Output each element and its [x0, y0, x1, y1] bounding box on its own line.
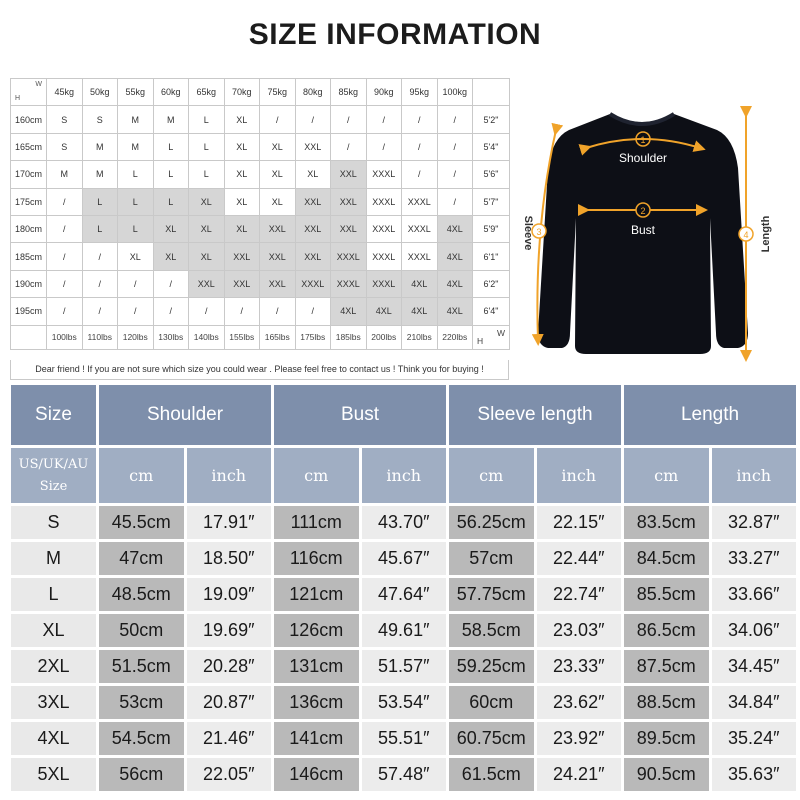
- shoulder-number: 1: [640, 135, 646, 145]
- inch-value: 20.87″: [187, 686, 272, 719]
- size-cell: /: [260, 298, 296, 325]
- height-label: 190cm: [11, 270, 47, 297]
- feet-label: 5'2": [473, 106, 510, 133]
- size-cell: L: [153, 161, 189, 188]
- size-cell: 4XL: [437, 270, 473, 297]
- unit-cell: cm: [624, 448, 709, 503]
- inch-value: 49.61″: [362, 614, 447, 647]
- size-cell: XL: [189, 188, 225, 215]
- page-title: SIZE INFORMATION: [248, 18, 542, 51]
- lbs-label: 155lbs: [224, 325, 260, 349]
- chart-row: [11, 298, 510, 325]
- height-label: 160cm: [11, 106, 47, 133]
- size-label: 2XL: [11, 650, 96, 683]
- size-cell: S: [82, 106, 118, 133]
- size-label: XL: [11, 614, 96, 647]
- size-cell: /: [295, 106, 331, 133]
- size-cell: /: [82, 243, 118, 270]
- size-cell: S: [47, 133, 83, 160]
- inch-value: 23.92″: [537, 722, 622, 755]
- weight-header: 90kg: [366, 79, 402, 106]
- size-cell: /: [47, 188, 83, 215]
- sweater-illustration: [512, 78, 786, 380]
- inch-value: 51.57″: [362, 650, 447, 683]
- inch-value: 45.67″: [362, 542, 447, 575]
- size-cell: /: [47, 215, 83, 242]
- weight-header: 70kg: [224, 79, 260, 106]
- size-cell: XXXL: [331, 270, 367, 297]
- size-cell: XL: [189, 215, 225, 242]
- size-label: 5XL: [11, 758, 96, 791]
- lbs-label: 110lbs: [82, 325, 118, 349]
- inch-value: 43.70″: [362, 506, 447, 539]
- size-cell: /: [260, 106, 296, 133]
- size-cell: /: [366, 106, 402, 133]
- cm-value: 116cm: [274, 542, 359, 575]
- chart-row: [11, 161, 510, 188]
- inch-value: 23.03″: [537, 614, 622, 647]
- size-cell: XXL: [224, 270, 260, 297]
- size-cell: XXL: [331, 215, 367, 242]
- size-cell: /: [402, 161, 438, 188]
- lbs-label: 210lbs: [402, 325, 438, 349]
- size-cell: XXXL: [366, 188, 402, 215]
- size-label: 3XL: [11, 686, 96, 719]
- size-cell: XL: [153, 215, 189, 242]
- lbs-label: 130lbs: [153, 325, 189, 349]
- size-cell: XL: [260, 133, 296, 160]
- cm-value: 61.5cm: [449, 758, 534, 791]
- inch-value: 22.44″: [537, 542, 622, 575]
- size-cell: /: [47, 243, 83, 270]
- size-cell: 4XL: [437, 298, 473, 325]
- size-cell: /: [224, 298, 260, 325]
- feet-label: 6'1": [473, 243, 510, 270]
- corner-w: W: [35, 81, 42, 88]
- weight-header: 85kg: [331, 79, 367, 106]
- size-cell: XL: [224, 215, 260, 242]
- weight-header: 95kg: [402, 79, 438, 106]
- size-cell: XXXL: [366, 270, 402, 297]
- size-cell: L: [82, 215, 118, 242]
- size-cell: L: [118, 188, 154, 215]
- chart-corner-2: [473, 325, 510, 349]
- size-row: [11, 578, 796, 611]
- size-cell: /: [47, 270, 83, 297]
- cm-value: 45.5cm: [99, 506, 184, 539]
- inch-value: 20.28″: [187, 650, 272, 683]
- size-cell: L: [189, 106, 225, 133]
- lbs-label: 220lbs: [437, 325, 473, 349]
- size-cell: L: [189, 161, 225, 188]
- lbs-label: 140lbs: [189, 325, 225, 349]
- sweater-figure: [512, 78, 786, 380]
- cm-value: 50cm: [99, 614, 184, 647]
- size-cell: XL: [224, 161, 260, 188]
- size-cell: XXXL: [295, 270, 331, 297]
- inch-value: 34.84″: [712, 686, 797, 719]
- size-cell: XXL: [189, 270, 225, 297]
- chart-row: [11, 133, 510, 160]
- cm-value: 141cm: [274, 722, 359, 755]
- size-cell: M: [153, 106, 189, 133]
- sleeve-number: 3: [536, 227, 542, 237]
- size-cell: /: [82, 270, 118, 297]
- size-cell: XXXL: [402, 243, 438, 270]
- size-label: L: [11, 578, 96, 611]
- cm-value: 83.5cm: [624, 506, 709, 539]
- size-row: [11, 506, 796, 539]
- size-cell: /: [82, 298, 118, 325]
- weight-header: 45kg: [47, 79, 83, 106]
- size-cell: L: [189, 133, 225, 160]
- size-cell: M: [118, 106, 154, 133]
- size-system-line2: Size: [39, 478, 68, 494]
- cm-value: 60.75cm: [449, 722, 534, 755]
- size-cell: XXL: [260, 270, 296, 297]
- chart-row: [11, 243, 510, 270]
- unit-header-row: [11, 448, 796, 503]
- size-cell: /: [189, 298, 225, 325]
- size-system-line1: US/UK/AU: [18, 456, 89, 472]
- corner2-w: W: [496, 327, 505, 338]
- size-cell: XXXL: [366, 161, 402, 188]
- weight-header: 80kg: [295, 79, 331, 106]
- height-label: 195cm: [11, 298, 47, 325]
- size-cell: /: [402, 133, 438, 160]
- size-cell: /: [153, 298, 189, 325]
- header-sleeve-length: Sleeve length: [449, 385, 621, 445]
- size-cell: L: [118, 161, 154, 188]
- size-cell: S: [47, 106, 83, 133]
- bust-label: Bust: [630, 223, 656, 237]
- cm-value: 53cm: [99, 686, 184, 719]
- bust-number: 2: [640, 206, 646, 216]
- weight-header-row: [11, 79, 510, 106]
- inch-value: 53.54″: [362, 686, 447, 719]
- inch-value: 57.48″: [362, 758, 447, 791]
- size-cell: /: [118, 270, 154, 297]
- size-cell: XXXL: [366, 215, 402, 242]
- size-cell: M: [47, 161, 83, 188]
- size-cell: XL: [224, 133, 260, 160]
- inch-value: 22.15″: [537, 506, 622, 539]
- inch-value: 34.06″: [712, 614, 797, 647]
- cm-value: 85.5cm: [624, 578, 709, 611]
- size-cell: L: [153, 133, 189, 160]
- inch-value: 22.74″: [537, 578, 622, 611]
- inch-value: 33.27″: [712, 542, 797, 575]
- size-cell: XXL: [295, 133, 331, 160]
- size-row: [11, 686, 796, 719]
- corner2-h: H: [477, 335, 484, 346]
- size-cell: /: [437, 188, 473, 215]
- size-label: M: [11, 542, 96, 575]
- size-cell: XL: [224, 188, 260, 215]
- contact-note: Dear friend ! If you are not sure which size you could wear . Please feel free to contact us ! Think you for buying !: [10, 360, 509, 380]
- weight-header: 100kg: [437, 79, 473, 106]
- cm-value: 57.75cm: [449, 578, 534, 611]
- unit-cell: inch: [712, 448, 797, 503]
- size-row: [11, 722, 796, 755]
- size-cell: /: [437, 106, 473, 133]
- chart-row: [11, 188, 510, 215]
- cm-value: 60cm: [449, 686, 534, 719]
- size-cell: L: [153, 188, 189, 215]
- cm-value: 47cm: [99, 542, 184, 575]
- unit-cell: inch: [362, 448, 447, 503]
- cm-value: 88.5cm: [624, 686, 709, 719]
- unit-cell: inch: [187, 448, 272, 503]
- lbs-label: 100lbs: [47, 325, 83, 349]
- height-label: 180cm: [11, 215, 47, 242]
- cm-value: 54.5cm: [99, 722, 184, 755]
- size-cell: XL: [295, 161, 331, 188]
- weight-header: 50kg: [82, 79, 118, 106]
- unit-cell: cm: [449, 448, 534, 503]
- size-cell: XL: [153, 243, 189, 270]
- size-row: [11, 650, 796, 683]
- cm-value: 87.5cm: [624, 650, 709, 683]
- inch-value: 47.64″: [362, 578, 447, 611]
- cm-value: 84.5cm: [624, 542, 709, 575]
- inch-value: 33.66″: [712, 578, 797, 611]
- size-cell: 4XL: [402, 298, 438, 325]
- size-cell: XXXL: [366, 243, 402, 270]
- cm-value: 48.5cm: [99, 578, 184, 611]
- inch-value: 32.87″: [712, 506, 797, 539]
- size-row: [11, 614, 796, 647]
- size-header-row: [11, 385, 796, 445]
- size-cell: /: [153, 270, 189, 297]
- size-cell: 4XL: [437, 243, 473, 270]
- inch-value: 34.45″: [712, 650, 797, 683]
- size-system-label: [11, 448, 96, 503]
- size-cell: /: [437, 161, 473, 188]
- header-length: Length: [624, 385, 796, 445]
- chart-row: [11, 106, 510, 133]
- weight-header: 75kg: [260, 79, 296, 106]
- cm-value: 58.5cm: [449, 614, 534, 647]
- height-label: 175cm: [11, 188, 47, 215]
- lbs-row: [11, 325, 510, 349]
- size-cell: 4XL: [402, 270, 438, 297]
- size-row: [11, 758, 796, 791]
- size-cell: XL: [118, 243, 154, 270]
- size-cell: XXL: [331, 188, 367, 215]
- chart-corner: [11, 79, 47, 106]
- size-cell: XL: [189, 243, 225, 270]
- weight-header: 55kg: [118, 79, 154, 106]
- inch-value: 19.09″: [187, 578, 272, 611]
- size-measurement-table: [8, 382, 799, 794]
- size-cell: XXL: [224, 243, 260, 270]
- lbs-label: 185lbs: [331, 325, 367, 349]
- size-cell: /: [402, 106, 438, 133]
- size-cell: XXL: [295, 215, 331, 242]
- lbs-label: 165lbs: [260, 325, 296, 349]
- lbs-label: 200lbs: [366, 325, 402, 349]
- corner-h: H: [15, 95, 21, 103]
- size-cell: XXXL: [402, 215, 438, 242]
- size-cell: XXL: [295, 188, 331, 215]
- size-cell: XXL: [260, 243, 296, 270]
- size-cell: L: [82, 188, 118, 215]
- cm-value: 86.5cm: [624, 614, 709, 647]
- height-label: 170cm: [11, 161, 47, 188]
- size-cell: XXXL: [331, 243, 367, 270]
- size-cell: /: [331, 106, 367, 133]
- inch-value: 23.33″: [537, 650, 622, 683]
- cm-value: 146cm: [274, 758, 359, 791]
- inch-value: 35.63″: [712, 758, 797, 791]
- inch-value: 55.51″: [362, 722, 447, 755]
- unit-cell: cm: [99, 448, 184, 503]
- feet-label: 5'4": [473, 133, 510, 160]
- feet-label: 5'6": [473, 161, 510, 188]
- weight-height-chart: [10, 78, 510, 350]
- inch-value: 35.24″: [712, 722, 797, 755]
- size-cell: M: [82, 161, 118, 188]
- cm-value: 59.25cm: [449, 650, 534, 683]
- cm-value: 51.5cm: [99, 650, 184, 683]
- unit-cell: cm: [274, 448, 359, 503]
- chart-row: [11, 215, 510, 242]
- cm-value: 111cm: [274, 506, 359, 539]
- length-label: Length: [760, 215, 772, 253]
- size-cell: M: [118, 133, 154, 160]
- size-cell: /: [331, 133, 367, 160]
- size-cell: 4XL: [331, 298, 367, 325]
- size-cell: XXL: [295, 243, 331, 270]
- cm-value: 57cm: [449, 542, 534, 575]
- cm-value: 56cm: [99, 758, 184, 791]
- size-cell: /: [437, 133, 473, 160]
- feet-label: 6'2": [473, 270, 510, 297]
- cm-value: 56.25cm: [449, 506, 534, 539]
- size-cell: /: [118, 298, 154, 325]
- size-cell: XL: [224, 106, 260, 133]
- weight-header: 60kg: [153, 79, 189, 106]
- size-row: [11, 542, 796, 575]
- inch-value: 18.50″: [187, 542, 272, 575]
- cm-value: 126cm: [274, 614, 359, 647]
- size-cell: XXXL: [402, 188, 438, 215]
- weight-header: 65kg: [189, 79, 225, 106]
- shoulder-label: Shoulder: [618, 151, 668, 165]
- feet-label: 5'7": [473, 188, 510, 215]
- feet-label: 6'4": [473, 298, 510, 325]
- size-cell: XXL: [331, 161, 367, 188]
- lbs-label: 175lbs: [295, 325, 331, 349]
- cm-value: 121cm: [274, 578, 359, 611]
- cm-value: 136cm: [274, 686, 359, 719]
- header-size: Size: [11, 385, 96, 445]
- size-label: S: [11, 506, 96, 539]
- header-shoulder: Shoulder: [99, 385, 271, 445]
- size-cell: M: [82, 133, 118, 160]
- unit-cell: inch: [537, 448, 622, 503]
- inch-value: 22.05″: [187, 758, 272, 791]
- header-bust: Bust: [274, 385, 446, 445]
- cm-value: 131cm: [274, 650, 359, 683]
- height-label: 185cm: [11, 243, 47, 270]
- chart-blank: [11, 325, 47, 349]
- cm-value: 90.5cm: [624, 758, 709, 791]
- inch-value: 21.46″: [187, 722, 272, 755]
- feet-label: 5'9": [473, 215, 510, 242]
- size-cell: XXL: [260, 215, 296, 242]
- size-cell: /: [366, 133, 402, 160]
- size-cell: L: [118, 215, 154, 242]
- size-label: 4XL: [11, 722, 96, 755]
- inch-value: 23.62″: [537, 686, 622, 719]
- inch-value: 19.69″: [187, 614, 272, 647]
- inch-value: 17.91″: [187, 506, 272, 539]
- size-cell: XL: [260, 188, 296, 215]
- size-cell: 4XL: [366, 298, 402, 325]
- cm-value: 89.5cm: [624, 722, 709, 755]
- size-cell: /: [295, 298, 331, 325]
- sleeve-label: Sleeve: [522, 215, 534, 251]
- chart-row: [11, 270, 510, 297]
- chart-blank: [473, 79, 510, 106]
- height-label: 165cm: [11, 133, 47, 160]
- lbs-label: 120lbs: [118, 325, 154, 349]
- size-cell: XL: [260, 161, 296, 188]
- length-number: 4: [743, 230, 749, 240]
- inch-value: 24.21″: [537, 758, 622, 791]
- size-cell: 4XL: [437, 215, 473, 242]
- size-cell: /: [47, 298, 83, 325]
